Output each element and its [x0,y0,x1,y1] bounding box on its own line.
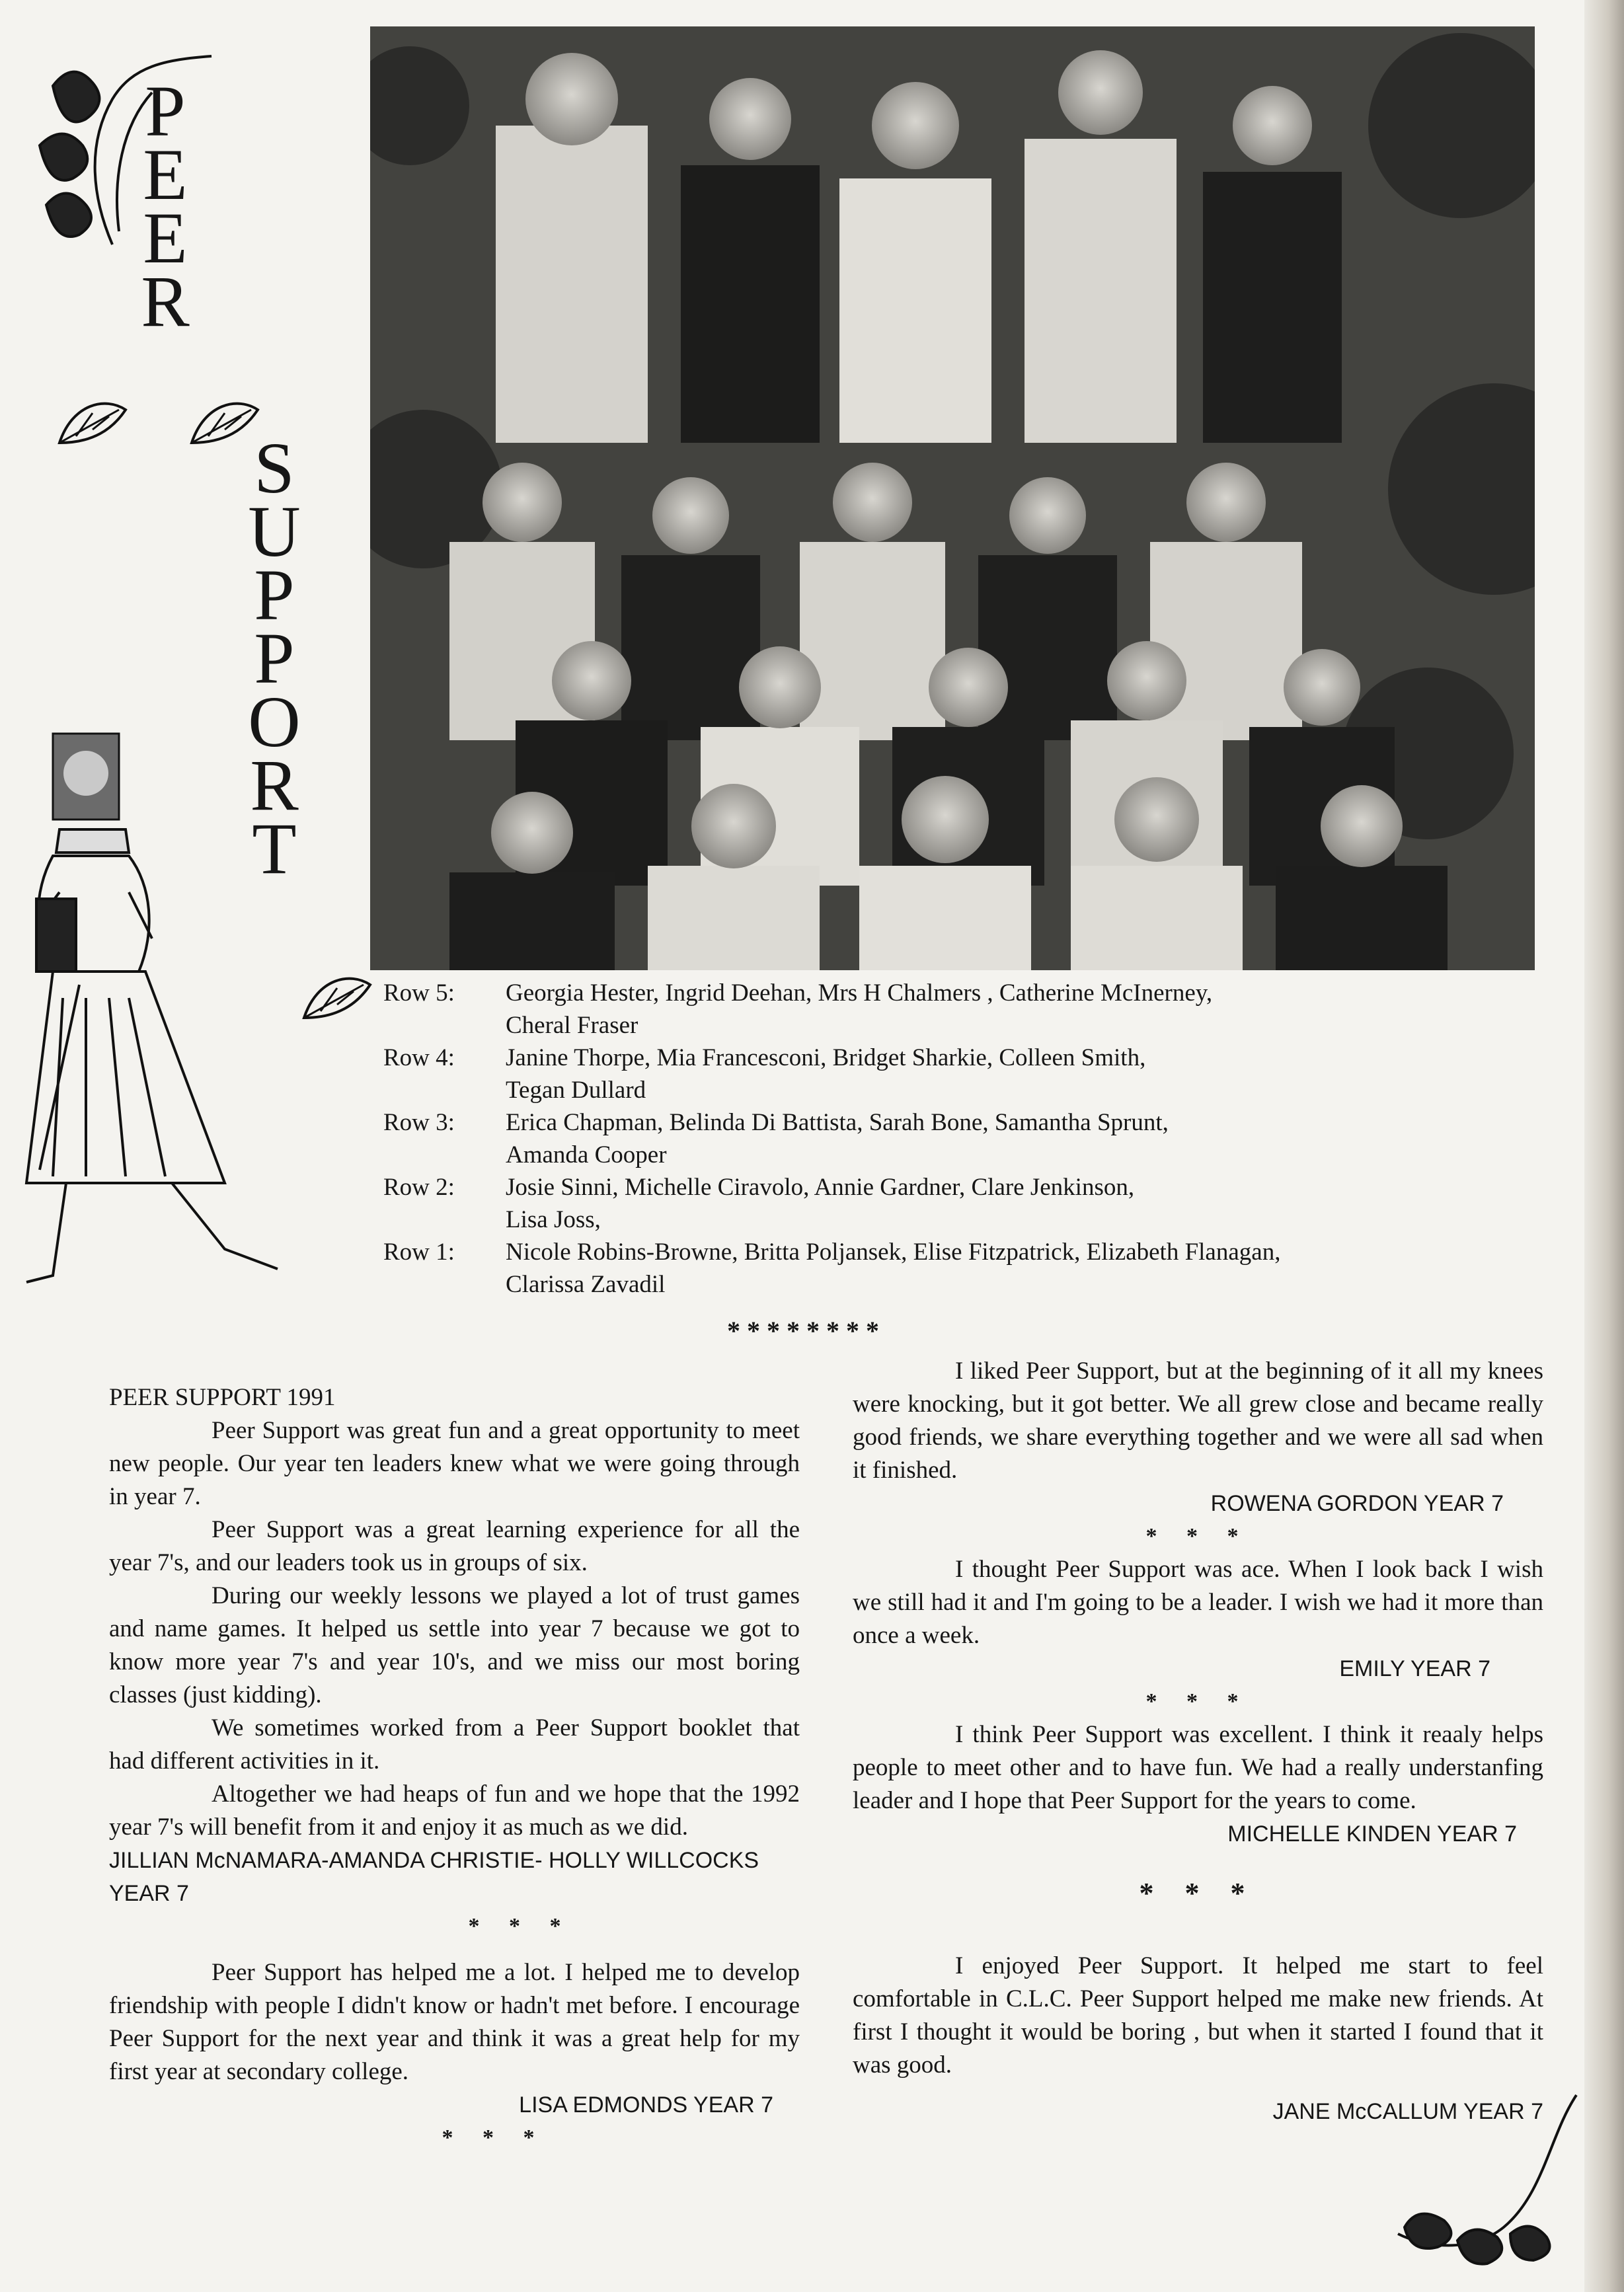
article-author: EMILY YEAR 7 [1339,1656,1490,1681]
caption-row-names: Erica Chapman, Belinda Di Battista, Sarah Bone, Samantha Sprunt, [506,1109,1169,1136]
group-photo [370,26,1535,970]
caption-row-label: Row 2: [383,1174,455,1201]
title-letter: E [143,134,188,215]
group-photo-image [370,26,1535,970]
caption-row-names: Georgia Hester, Ingrid Deehan, Mrs H Chalmers , Catherine McInerney, [506,979,1213,1007]
left-column [109,1381,800,2155]
caption-row [383,1042,1547,1106]
caption-row [383,1236,1547,1301]
caption-row-label: Row 4: [383,1044,455,1071]
entry-separator: * * * [1145,1689,1251,1714]
article-author: MICHELLE KINDEN YEAR 7 [1227,1821,1517,1847]
article-paragraph: Peer Support was great fun and a great opportunity to meet new people. Our year ten leaders knew what we were going through in year 7. [109,1417,800,1510]
article-paragraph: We sometimes worked from a Peer Support booklet that had different activities in it. [109,1714,800,1775]
article-paragraph: I enjoyed Peer Support. It helped me start to feel comfortable in C.L.C. Peer Support helped me make new friends. At first I thought it would be boring , but when it started I found that it was good. [853,1952,1543,2079]
article-paragraph: Peer Support was a great learning experience for all the year 7's, and our leaders took us in groups of six. [109,1516,800,1576]
photo-caption [383,977,1547,1301]
page-edge [1584,0,1624,2292]
title-letter: P [254,554,295,635]
article-author: JILLIAN McNAMARA-AMANDA CHRISTIE- HOLLY WILLCOCKS YEAR 7 [109,1848,759,1906]
caption-row-continuation: Amanda Cooper [506,1141,667,1168]
caption-row [383,1171,1547,1236]
entry-separator: * * * [1145,1524,1251,1548]
caption-row-names: Nicole Robins-Browne, Britta Poljansek, Elise Fitzpatrick, Elizabeth Flanagan, [506,1239,1281,1266]
caption-row-names: Josie Sinni, Michelle Ciravolo, Annie Gardner, Clare Jenkinson, [506,1174,1135,1201]
floral-flourish-icon [1385,2082,1590,2280]
caption-row-label: Row 3: [383,1109,455,1136]
title-letter: T [252,808,297,889]
article-paragraph: Peer Support has helped me a lot. I helped me to develop friendship with people I didn't know or hadn't met before. I encourage Peer Support for the next year and think it was a great help for my first year at secondary college. [109,1959,800,2085]
entry-separator: * * * [1139,1877,1257,1909]
article-paragraph: I liked Peer Support, but at the beginning of it all my knees were knocking, but it got better. We all grew close and became really good friends, we share everything together and we were all sad when it finished. [853,1357,1543,1484]
title-letter: P [145,71,186,151]
title-letter: O [248,681,301,762]
title-letter: E [143,198,188,278]
caption-row-continuation: Tegan Dullard [506,1077,646,1104]
caption-row [383,977,1547,1042]
article-author: JANE McCALLUM YEAR 7 [1272,2099,1543,2124]
article-paragraph: Altogether we had heaps of fun and we hope that the 1992 year 7's will benefit from it and enjoy it as much as we did. [109,1780,800,1841]
article-author: ROWENA GORDON YEAR 7 [1210,1491,1504,1516]
section-divider: ******** [727,1316,886,1346]
article-paragraph: During our weekly lessons we played a lot of trust games and name games. It helped us settle into year 7 because we got to know more year 7's and year 10's, and we miss our most boring classes (just kidding). [109,1582,800,1708]
title-peer [126,71,205,342]
caption-row-continuation: Cheral Fraser [506,1012,638,1039]
entry-separator: * * * [442,2125,547,2150]
entry-separator: * * * [468,1914,573,1938]
article-paragraph: I thought Peer Support was ace. When I look back I wish we still had it and I'm going to be a leader. I wish we had it more than once a week. [853,1556,1543,1649]
caption-row-names: Janine Thorpe, Mia Francesconi, Bridget Sharkie, Colleen Smith, [506,1044,1146,1071]
caption-row-continuation: Clarissa Zavadil [506,1271,666,1298]
caption-row [383,1106,1547,1171]
article-author: LISA EDMONDS YEAR 7 [519,2092,773,2118]
caption-row-label: Row 5: [383,979,455,1007]
caption-row-continuation: Lisa Joss, [506,1206,601,1233]
article-paragraph: I think Peer Support was excellent. I think it reaaly helps people to meet other and to have fun. We had a really understanfing leader and I hope that Peer Support for the years to come. [853,1721,1543,1814]
leaf-icon [53,390,132,449]
title-letter: P [254,618,295,699]
title-letter: R [141,261,190,342]
title-letter: U [248,491,301,572]
leaf-icon [297,965,377,1024]
caption-row-label: Row 1: [383,1239,455,1266]
girl-illustration-icon [13,720,291,1302]
title-letter: S [254,428,295,508]
article-heading: PEER SUPPORT 1991 [109,1384,336,1411]
right-column [853,1355,1543,2128]
title-letter: R [250,745,299,825]
